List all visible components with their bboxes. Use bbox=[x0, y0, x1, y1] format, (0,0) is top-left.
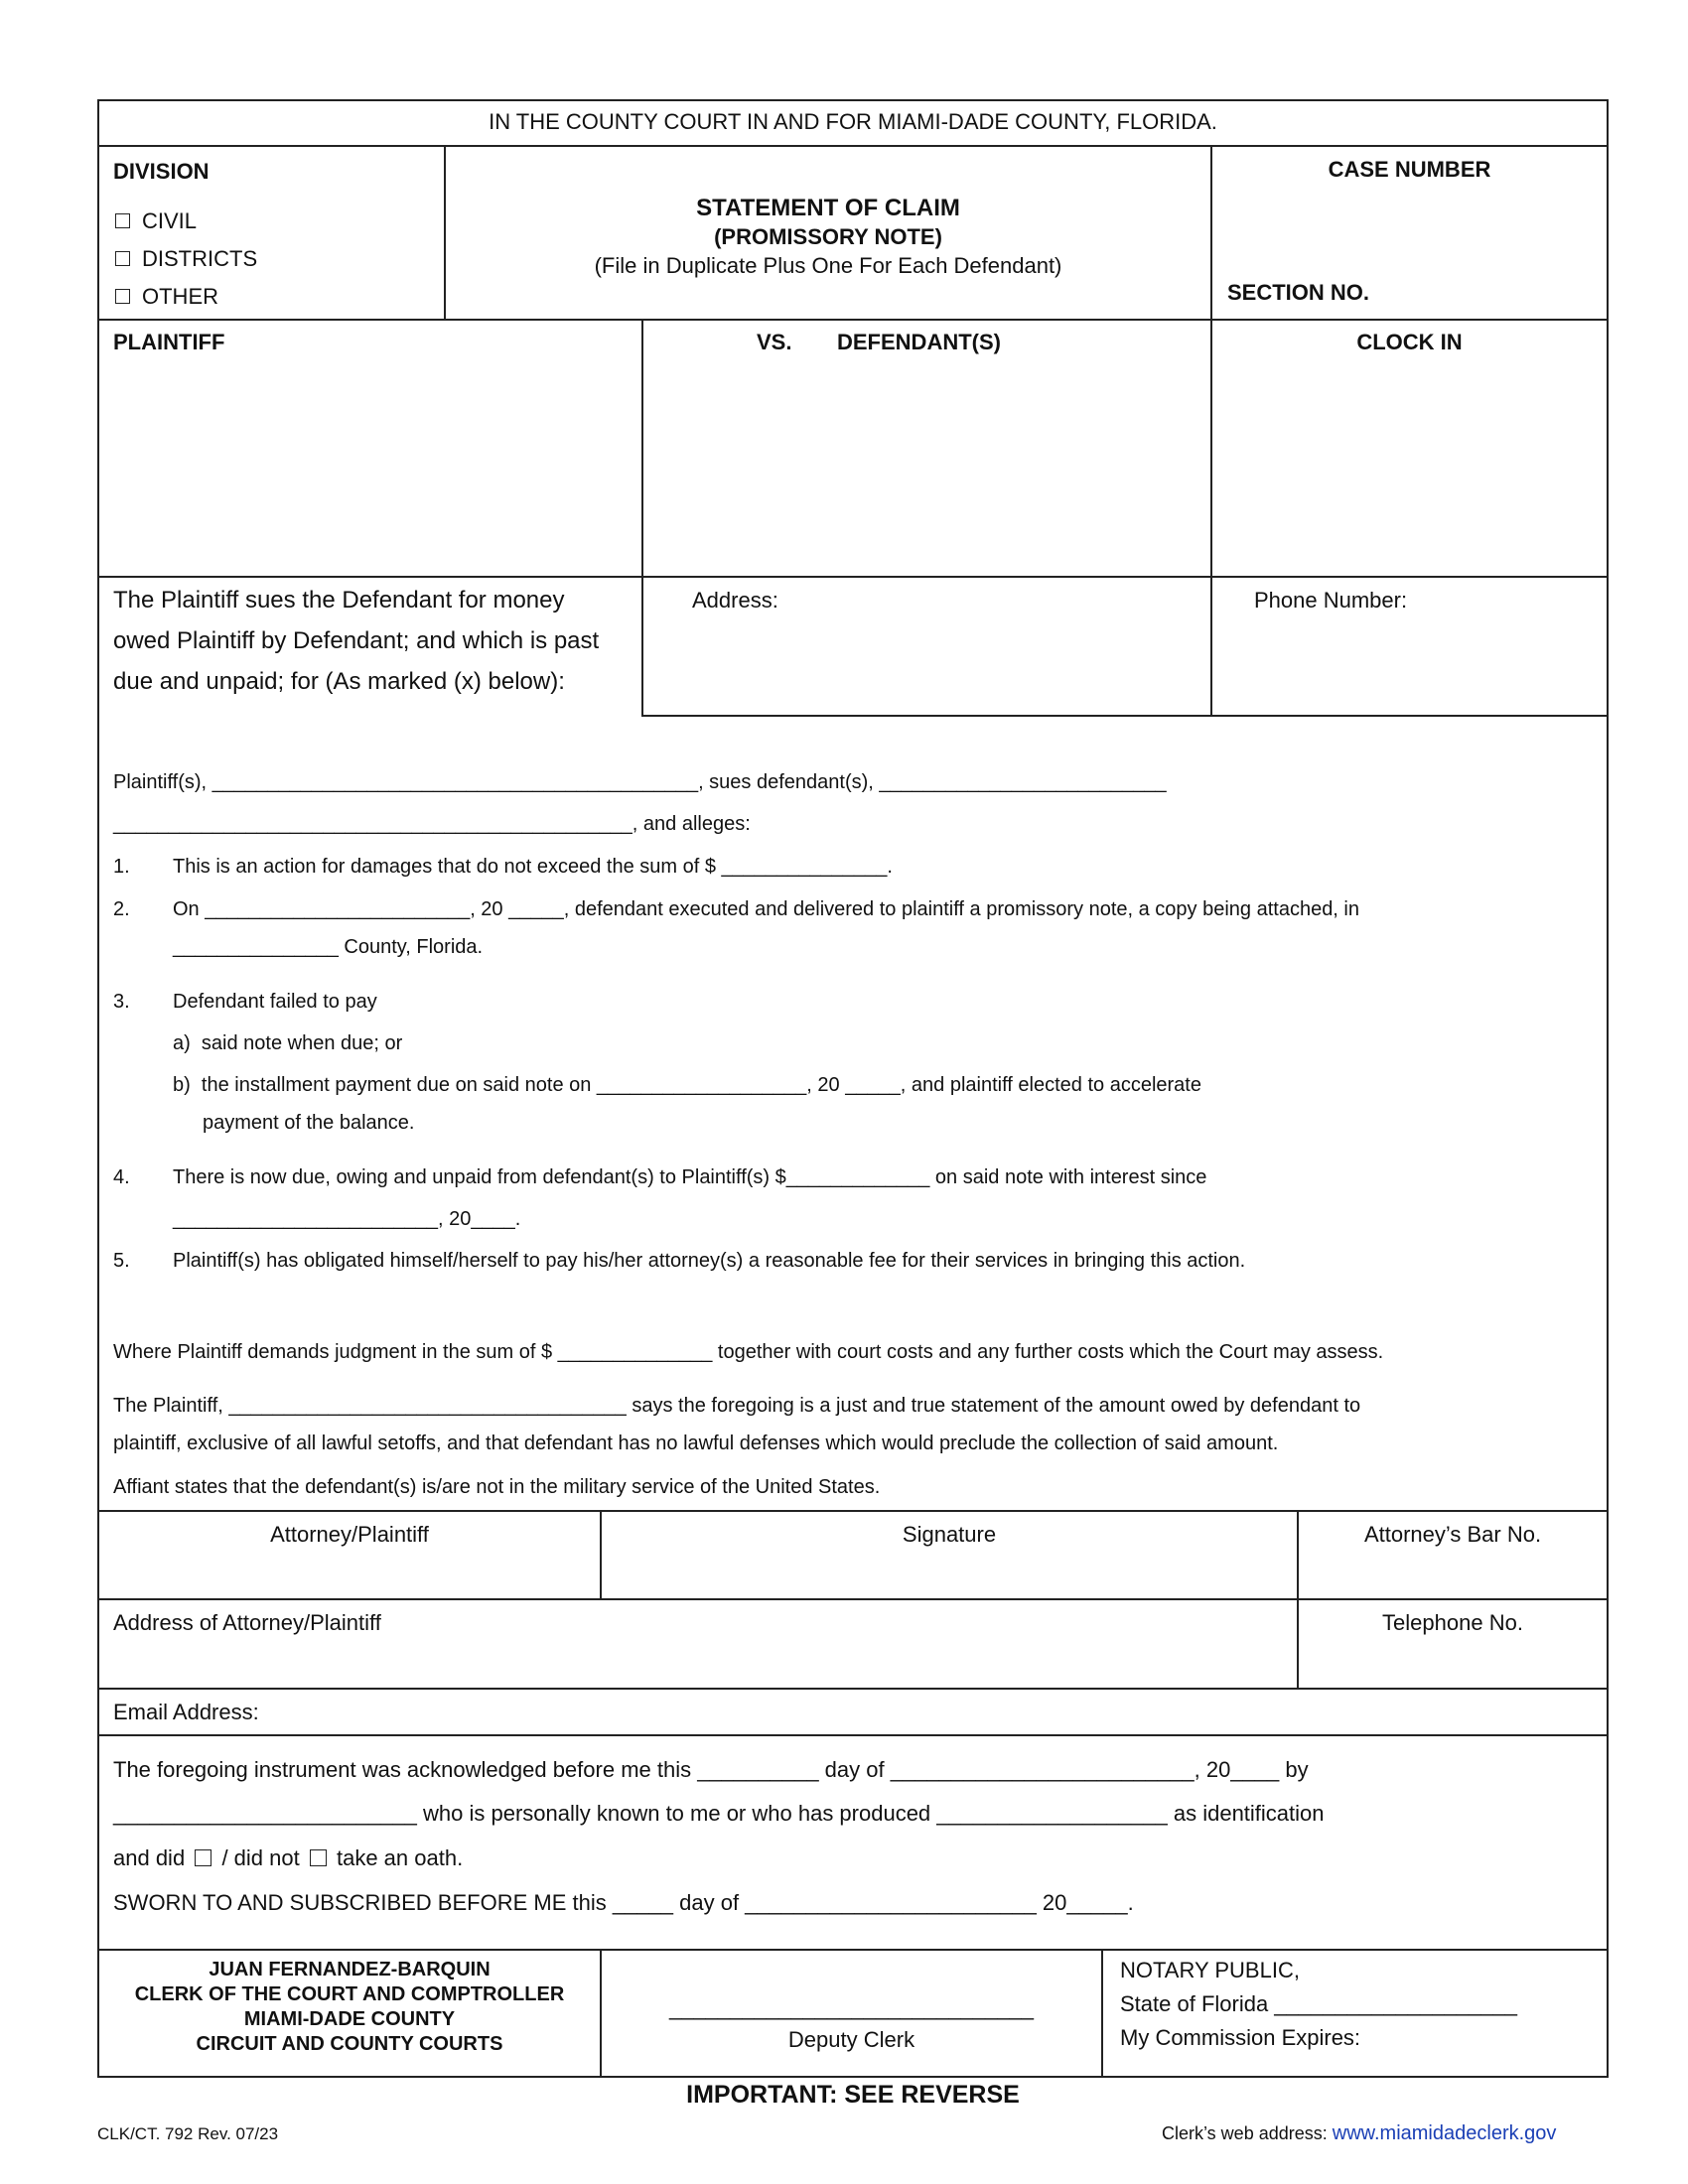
signature-label: Signature bbox=[902, 1522, 997, 1547]
divider bbox=[97, 576, 1609, 578]
did-checkbox[interactable] bbox=[195, 1849, 211, 1866]
divider bbox=[1210, 145, 1212, 717]
item-2-line-1: On ________________________, 20 _____, defendant executed and delivered to plaintiff a promissory note, a copy being attached, in bbox=[173, 898, 1359, 920]
sworn-line: SWORN TO AND SUBSCRIBED BEFORE ME this _____ day of ________________________ 20_____. bbox=[113, 1890, 1134, 1915]
bar-number-label: Attorney’s Bar No. bbox=[1363, 1522, 1542, 1547]
deputy-clerk-label: Deputy Clerk bbox=[787, 2027, 915, 2052]
item-3-b-cont: payment of the balance. bbox=[203, 1112, 415, 1134]
division-label: DIVISION bbox=[113, 159, 210, 184]
vs-label: VS. bbox=[757, 330, 792, 354]
notary-commission: My Commission Expires: bbox=[1120, 2025, 1361, 2050]
notary-title: NOTARY PUBLIC, bbox=[1120, 1958, 1300, 1982]
intro-line-3: due and unpaid; for (As marked (x) below): bbox=[113, 668, 565, 695]
web-address-link[interactable]: www.miamidadeclerk.gov bbox=[1332, 2122, 1557, 2144]
attorney-address-label: Address of Attorney/Plaintiff bbox=[113, 1610, 381, 1635]
clock-in-label: CLOCK IN bbox=[1356, 330, 1463, 354]
item-3: Defendant failed to pay bbox=[173, 991, 377, 1013]
oath-line: and did / did not take an oath. bbox=[113, 1845, 464, 1870]
divider bbox=[641, 319, 643, 716]
item-number: 2. bbox=[113, 898, 130, 920]
divider bbox=[641, 715, 1609, 717]
item-number: 5. bbox=[113, 1250, 130, 1272]
did-not-checkbox[interactable] bbox=[310, 1849, 327, 1866]
item-3-a: a) said note when due; or bbox=[173, 1032, 403, 1054]
checkbox-icon bbox=[115, 213, 130, 228]
important-notice: IMPORTANT: SEE REVERSE bbox=[686, 2081, 1020, 2109]
telephone-label: Telephone No. bbox=[1382, 1610, 1523, 1635]
item-4-line-1: There is now due, owing and unpaid from defendant(s) to Plaintiff(s) $_____________ on said note with interest since bbox=[173, 1166, 1207, 1188]
clerk-name: JUAN FERNANDEZ-BARQUIN bbox=[209, 1959, 491, 1980]
intro-line-2: owed Plaintiff by Defendant; and which is past bbox=[113, 627, 600, 654]
division-option-civil[interactable]: CIVIL bbox=[115, 208, 197, 234]
intro-line-1: The Plaintiff sues the Defendant for money bbox=[113, 587, 565, 614]
clerk-title: CLERK OF THE COURT AND COMPTROLLER bbox=[134, 1983, 565, 2005]
attorney-plaintiff-label: Attorney/Plaintiff bbox=[270, 1522, 429, 1547]
divider bbox=[97, 1510, 1609, 1512]
section-no-label: SECTION NO. bbox=[1227, 280, 1370, 305]
web-address bbox=[1162, 2122, 1556, 2145]
clerk-county: MIAMI-DADE COUNTY bbox=[243, 2008, 456, 2030]
item-number: 3. bbox=[113, 991, 130, 1013]
item-1: This is an action for damages that do not exceed the sum of $ _______________. bbox=[173, 856, 893, 878]
item-4-line-2: ________________________, 20____. bbox=[173, 1208, 521, 1230]
divider bbox=[1101, 1949, 1103, 2076]
division-option-other[interactable]: OTHER bbox=[115, 284, 218, 310]
divider bbox=[97, 1734, 1609, 1736]
item-number: 1. bbox=[113, 856, 130, 878]
case-number-label: CASE NUMBER bbox=[1328, 157, 1491, 182]
demand-line: Where Plaintiff demands judgment in the sum of $ ______________ together with court costs and any further costs which the Court may assess. bbox=[113, 1341, 1384, 1363]
alleges-line: _______________________________________________, and alleges: bbox=[113, 813, 751, 835]
clerk-courts: CIRCUIT AND COUNTY COURTS bbox=[196, 2033, 503, 2055]
acknowledgment-line-1: The foregoing instrument was acknowledged before me this __________ day of _________________________, 20____ by bbox=[113, 1757, 1309, 1782]
divider bbox=[97, 319, 1609, 321]
form-title: STATEMENT OF CLAIM bbox=[696, 195, 960, 221]
plaintiff-label: PLAINTIFF bbox=[113, 330, 225, 354]
divider bbox=[97, 1949, 1609, 1951]
notary-state: State of Florida ____________________ bbox=[1120, 1991, 1518, 2016]
form-note: (File in Duplicate Plus One For Each Defendant) bbox=[594, 253, 1062, 278]
address-label: Address: bbox=[692, 588, 778, 613]
plaintiffs-line: Plaintiff(s), ____________________________________________, sues defendant(s), __________________________ bbox=[113, 771, 1167, 793]
acknowledgment-line-2: _________________________ who is personally known to me or who has produced ___________________ as identification bbox=[113, 1801, 1325, 1826]
web-address-label: Clerk’s web address: bbox=[1162, 2123, 1328, 2143]
defendant-label: DEFENDANT(S) bbox=[837, 330, 1001, 354]
division-option-districts[interactable]: DISTRICTS bbox=[115, 246, 257, 272]
item-2-line-2: _______________ County, Florida. bbox=[173, 936, 484, 958]
divider bbox=[97, 1598, 1609, 1600]
item-3-b: b) the installment payment due on said note on ___________________, 20 _____, and plaintiff elected to accelerate bbox=[173, 1074, 1201, 1096]
email-label: Email Address: bbox=[113, 1700, 259, 1724]
affiant-line: Affiant states that the defendant(s) is/are not in the military service of the United States. bbox=[113, 1476, 881, 1498]
phone-label: Phone Number: bbox=[1254, 588, 1408, 613]
statement-line-2: plaintiff, exclusive of all lawful setoffs, and that defendant has no lawful defenses which would preclude the collection of said amount. bbox=[113, 1433, 1279, 1454]
form-id: CLK/CT. 792 Rev. 07/23 bbox=[97, 2124, 279, 2143]
statement-line-1: The Plaintiff, ____________________________________ says the foregoing is a just and true statement of the amount owed by defendant to bbox=[113, 1395, 1361, 1417]
checkbox-icon bbox=[115, 251, 130, 266]
divider bbox=[97, 1688, 1609, 1690]
item-number: 4. bbox=[113, 1166, 130, 1188]
divider bbox=[97, 145, 1609, 147]
form-subtitle: (PROMISSORY NOTE) bbox=[714, 224, 942, 249]
deputy-clerk-signature-line: ______________________________ bbox=[668, 1995, 1035, 2020]
court-header: IN THE COUNTY COURT IN AND FOR MIAMI-DADE COUNTY, FLORIDA. bbox=[489, 109, 1217, 134]
item-5: Plaintiff(s) has obligated himself/herself to pay his/her attorney(s) a reasonable fee for their services in bringing this action. bbox=[173, 1250, 1246, 1272]
checkbox-icon bbox=[115, 289, 130, 304]
